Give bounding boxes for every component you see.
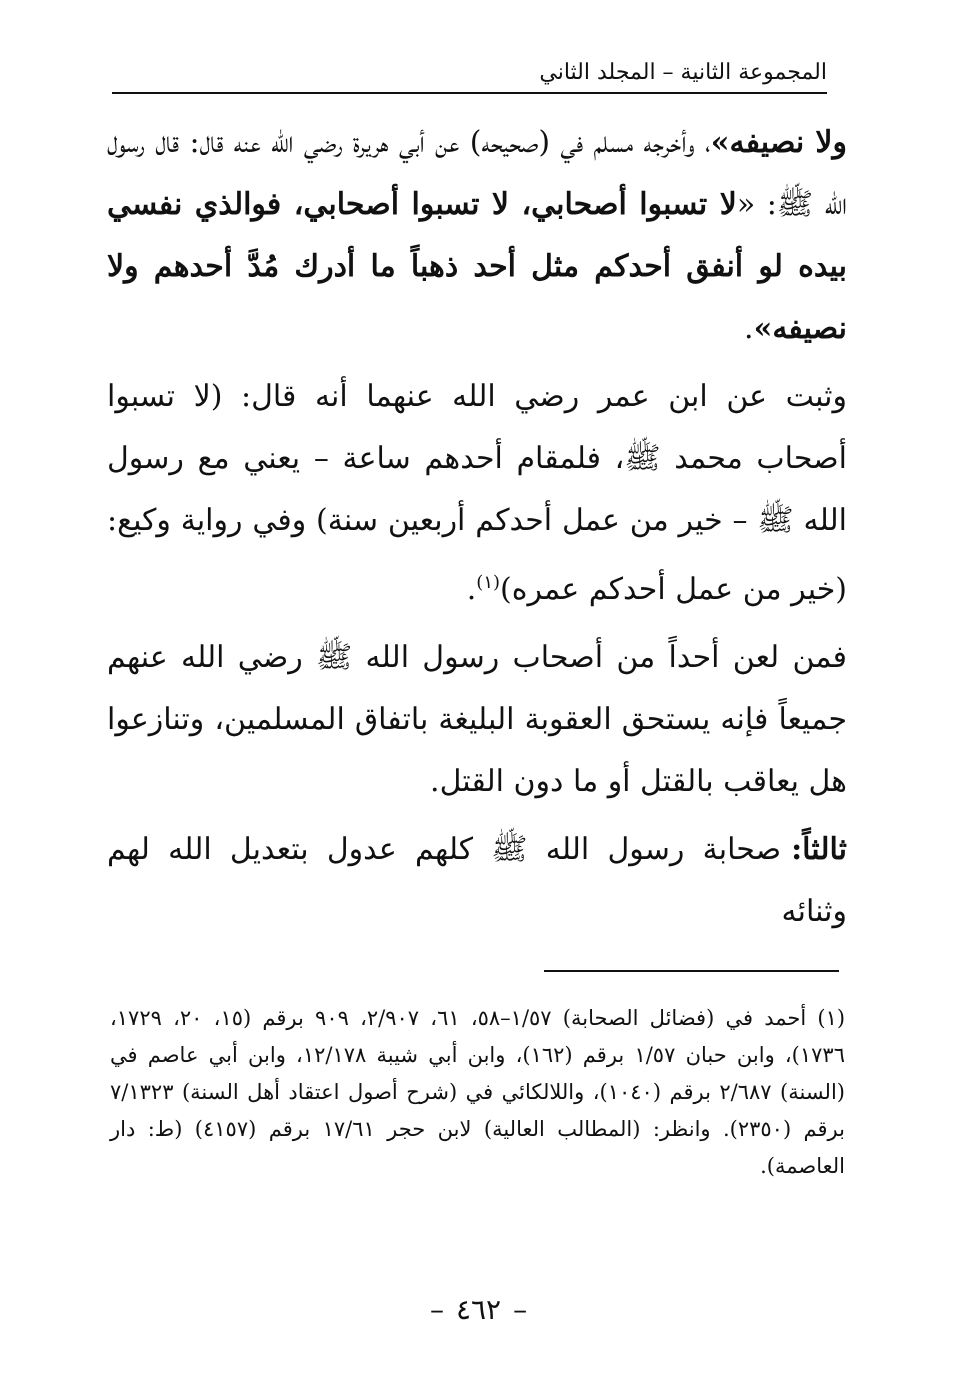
ruling-text: فمن لعن أحداً من أصحاب رسول الله ﷺ رضي الله عنهم جميعاً فإنه يستحق العقوبة البليغة باتفاق المسلمين، وتنازعوا هل يعاقب بالقتل أو ما دون القتل.: [107, 640, 847, 799]
page-number-dash: –: [513, 1293, 528, 1326]
footnote-text: (١) أحمد في (فضائل الصحابة) ١/٥٧–٥٨، ٦١، ٢/٩٠٧، ٩٠٩ برقم (١٥، ٢٠، ١٧٢٩، ١٧٣٦)، وابن حبان ١/٥٧ برقم (١٦٢)، وابن أبي شيبة ١٢/١٧٨، وابن أبي عاصم في (السنة) ٢/٦٨٧ برقم (١٠٤٠)، واللالكائي في (شرح أصول اعتقاد أهل السنة) ٧/١٣٢٣ برقم (٢٣٥٠). وانظر: (المطالب العالية) لابن حجر ١٧/٦١ برقم (٤١٥٧) (ط: دار العاصمة).: [110, 1006, 846, 1178]
sentence-end: .: [744, 311, 754, 346]
main-text: [107, 112, 847, 949]
hadith-text: لا تسبوا أصحابي، لا تسبوا أصحابي، فوالذي نفسي بيده لو أنفق أحدكم مثل أحد ذهباً ما أدرك مُدَّ أحدهم ولا نصيفه»: [107, 187, 847, 346]
paragraph-hadith-muslim: [107, 112, 847, 360]
point-label: ثالثاً:: [791, 832, 847, 867]
footnote-marker[interactable]: (١): [476, 572, 501, 593]
header-rule: [112, 92, 827, 94]
third-point-text: صحابة رسول الله ﷺ كلهم عدول بتعديل الله لهم وثنائه: [107, 832, 847, 929]
paragraph-ibn-umar: [107, 366, 847, 621]
hadith-fragment-end: ولا نصيفه»: [710, 125, 847, 160]
page-number-value: ٤٦٢: [455, 1293, 502, 1326]
sentence-end: .: [466, 572, 477, 607]
footnote-rule: [544, 970, 839, 972]
paragraph-ruling: [107, 627, 847, 813]
page-number: [0, 1293, 957, 1326]
footnote-section: [110, 1000, 845, 1185]
ibn-umar-text: وثبت عن ابن عمر رضي الله عنهما أنه قال: (لا تسبوا أصحاب محمد ﷺ، فلمقام أحدهم ساعة – يعني مع رسول الله ﷺ – خير من عمل أحدكم أربعين سنة) وفي رواية وكيع: (خير من عمل أحدكم عمره): [107, 379, 847, 607]
narration-intro: ، وأخرجه مسلم في (صحيحه) عن أبي هريرة رضي الله عنه قال: قال رسول الله ﷺ: «: [107, 125, 848, 222]
paragraph-third-point: [107, 819, 847, 943]
page-number-dash: –: [429, 1293, 444, 1326]
running-header: المجموعة الثانية – المجلد الثاني: [539, 60, 827, 85]
